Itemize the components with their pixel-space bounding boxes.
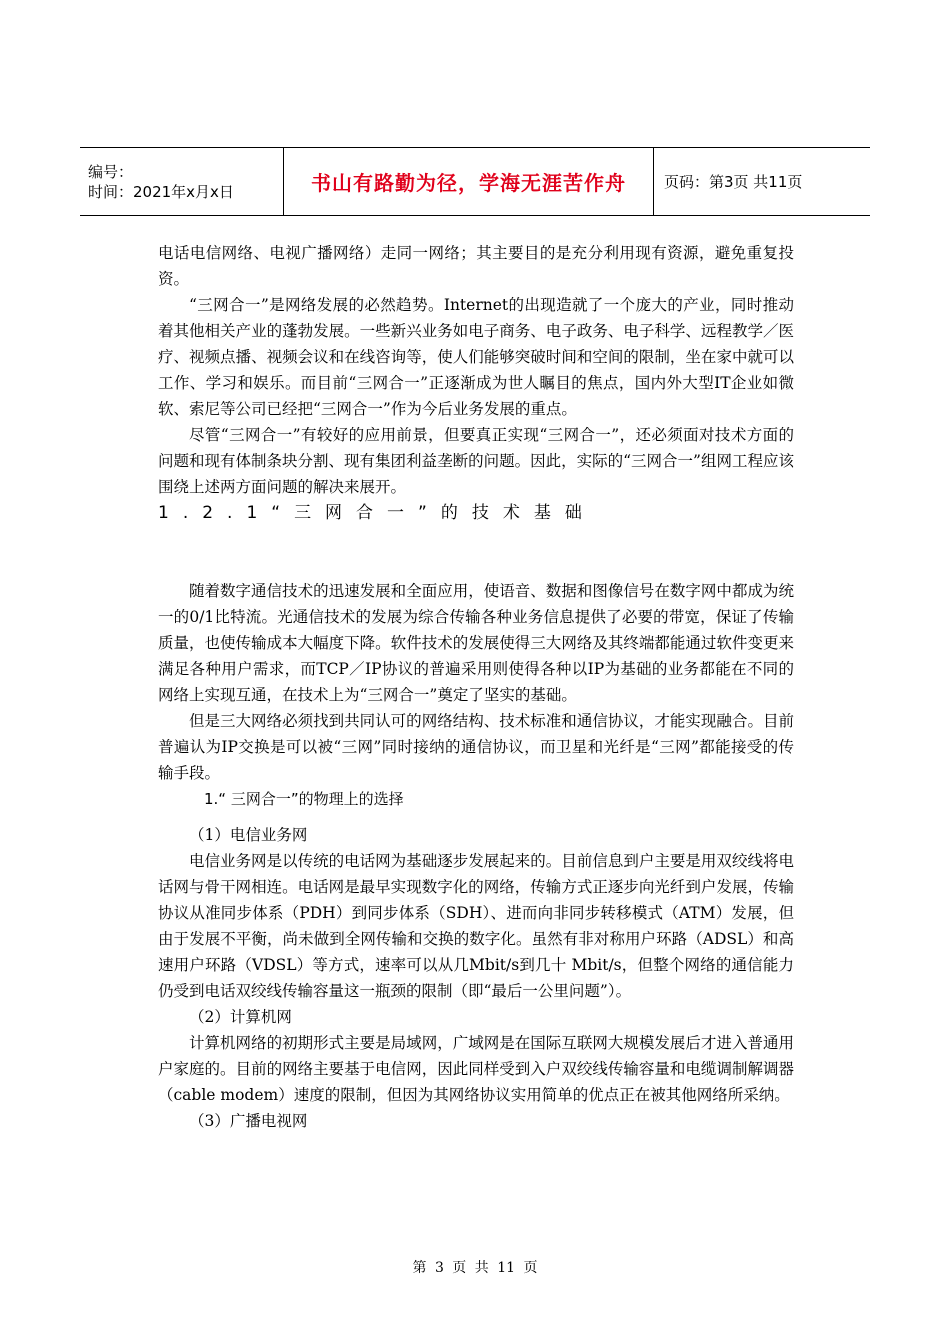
paragraph: 电信业务网是以传统的电话网为基础逐步发展起来的。目前信息到户主要是用双绞线将电话网与骨干网相连。电话网是最早实现数字化的网络，传输方式正逐步向光纤到户发展，传输协议从准同步体系（PDH）到同步体系（SDH）、进而向非同步转移模式（ATM）发展，但由于发展不平衡，尚未做到全网传输和交换的数字化。虽然有非对称用户环路（ADSL）和高速用户环路（VDSL）等方式，速率可以从几Mbit/s到几十 Mbit/s，但整个网络的通信能力仍受到电话双绞线传输容量这一瓶颈的限制（即“最后一公里问题”）。 — [158, 852, 794, 1000]
header-motto: 书山有路勤为径，学海无涯苦作舟 — [311, 171, 626, 195]
paragraph: 随着数字通信技术的迅速发展和全面应用，使语音、数据和图像信号在数字网中都成为统一的0/1比特流。光通信技术的发展为综合传输各种业务信息提供了必要的带宽，保证了传输质量，也使传输成本大幅度下降。软件技术的发展使得三大网络及其终端都能通过软件变更来满足各种用户需求，而TCP／IP协议的普遍采用则使得各种以IP为基础的业务都能在不同的网络上实现互通，在技术上为“三网合一”奠定了坚实的基础。 — [158, 582, 794, 704]
paragraph: 尽管“三网合一”有较好的应用前景，但要真正实现“三网合一”，还必须面对技术方面的问题和现有体制条块分割、现有集团利益垄断的问题。因此，实际的“三网合一”组网工程应该围绕上述两方面问题的解决来展开。 — [158, 426, 794, 496]
spacer — [158, 526, 794, 578]
section-heading: 1.2.1“三网合一”的技术基础 — [158, 503, 596, 523]
spacer — [158, 812, 794, 822]
header-page-cell — [654, 148, 870, 215]
header-page-number: 页码：第3页 共11页 — [664, 173, 803, 191]
document-number-label: 编号： — [88, 162, 134, 181]
subsection-heading: 1.“ 三网合一”的物理上的选择 — [204, 790, 404, 808]
document-time-label: 时间：2021年x月x日 — [88, 182, 234, 201]
paragraph: 计算机网络的初期形式主要是局域网，广域网是在国际互联网大规模发展后才进入普通用户家庭的。目前的网络主要基于电信网，因此同样受到入户双绞线传输容量和电缆调制解调器（cable modem）速度的限制，但因为其网络协议实用简单的优点正在被其他网络所采纳。 — [158, 1034, 794, 1104]
header-left-cell — [80, 148, 283, 215]
document-header — [80, 147, 870, 216]
paragraph: 但是三大网络必须找到共同认可的网络结构、技术标准和通信协议，才能实现融合。目前普遍认为IP交换是可以被“三网”同时接纳的通信协议，而卫星和光纤是“三网”都能接受的传输手段。 — [158, 712, 794, 782]
page-footer: 第 3 页 共 11 页 — [412, 1260, 538, 1276]
list-item-heading: （1）电信业务网 — [189, 826, 308, 844]
paragraph: 电话电信网络、电视广播网络）走同一网络；其主要目的是充分利用现有资源，避免重复投资。 — [158, 244, 794, 288]
list-item-heading: （2）计算机网 — [189, 1008, 292, 1026]
paragraph: “三网合一”是网络发展的必然趋势。Internet的出现造就了一个庞大的产业，同时推动着其他相关产业的蓬勃发展。一些新兴业务如电子商务、电子政务、电子科学、远程教学／医疗、视频点播、视频会议和在线咨询等，使人们能够突破时间和空间的限制，坐在家中就可以工作、学习和娱乐。而目前“三网合一”正逐渐成为世人瞩目的焦点，国内外大型IT企业如微软、索尼等公司已经把“三网合一”作为今后业务发展的重点。 — [158, 296, 794, 418]
header-motto-cell — [283, 148, 654, 215]
document-body — [158, 240, 794, 1134]
list-item-heading: （3）广播电视网 — [189, 1112, 308, 1130]
